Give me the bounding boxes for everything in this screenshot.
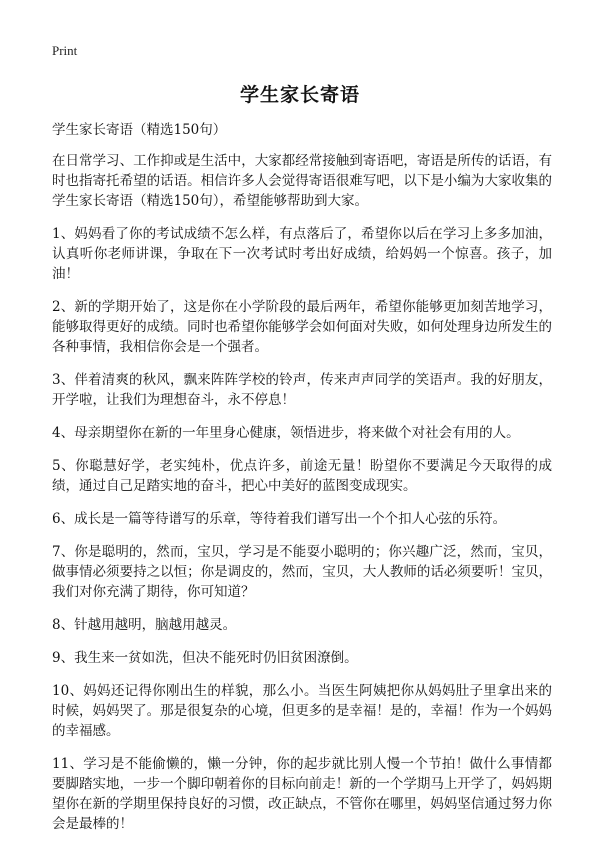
message-paragraph-1: 1、妈妈看了你的考试成绩不怎么样，有点落后了，希望你以后在学习上多多加油，认真听你老师讲课，争取在下一次考试时考出好成绩，给妈妈一个惊喜。孩子，加油！ xyxy=(52,226,552,282)
message-paragraph-10: 10、妈妈还记得你刚出生的样貌，那么小。当医生阿姨把你从妈妈肚子里拿出来的时候，妈妈哭了。那是很复杂的心境，但更多的是幸福！是的，幸福！作为一个妈妈的幸福感。 xyxy=(52,683,552,739)
message-paragraph-8: 8、针越用越明，脑越用越灵。 xyxy=(52,617,237,633)
message-paragraph-9: 9、我生来一贫如洗，但决不能死时仍旧贫困潦倒。 xyxy=(52,650,358,666)
message-paragraph-11: 11、学习是不能偷懒的，懒一分钟，你的起步就比别人慢一个节拍！做什么事情都要脚踏实地，一步一个脚印朝着你的目标向前走！新的一个学期马上开学了，妈妈期望你在新的学期里保持良好的习惯，改正缺点，不管你在哪里，妈妈坚信通过努力你会是最棒的！ xyxy=(52,756,552,832)
print-link[interactable]: Print xyxy=(52,43,78,58)
message-paragraph-4: 4、母亲期望你在新的一年里身心健康，领悟进步，将来做个对社会有用的人。 xyxy=(52,425,520,441)
message-paragraph-6: 6、成长是一篇等待谱写的乐章，等待着我们谱写出一个个扣人心弦的乐符。 xyxy=(52,511,507,527)
intro-paragraph: 在日常学习、工作抑或是生活中，大家都经常接触到寄语吧，寄语是所传的话语，有时也指寄托希望的话语。相信许多人会觉得寄语很难写吧，以下是小编为大家收集的学生家长寄语（精选150句），希望能够帮助到大家。 xyxy=(52,153,552,209)
message-paragraph-7: 7、你是聪明的，然而，宝贝，学习是不能耍小聪明的；你兴趣广泛，然而，宝贝，做事情必须要持之以恒；你是调皮的，然而，宝贝，大人教师的话必须要听！宝贝，我们对你充满了期待，你可知道？ xyxy=(52,544,552,600)
page-title: 学生家长寄语 xyxy=(239,84,360,106)
message-paragraph-2: 2、新的学期开始了，这是你在小学阶段的最后两年，希望你能够更加刻苦地学习，能够取得更好的成绩。同时也希望你能够学会如何面对失败，如何处理身边所发生的各种事情，我相信你会是一个强者。 xyxy=(52,299,552,355)
message-paragraph-5: 5、你聪慧好学，老实纯朴，优点许多，前途无量！盼望你不要满足今天取得的成绩，通过自己足踏实地的奋斗，把心中美好的蓝图变成现实。 xyxy=(52,458,552,494)
article-body xyxy=(52,120,552,847)
article-subtitle: 学生家长寄语（精选150句） xyxy=(52,122,227,138)
message-paragraph-3: 3、伴着清爽的秋风，飘来阵阵学校的铃声，传来声声同学的笑语声。我的好朋友，开学啦，让我们为理想奋斗，永不停息！ xyxy=(52,372,552,408)
